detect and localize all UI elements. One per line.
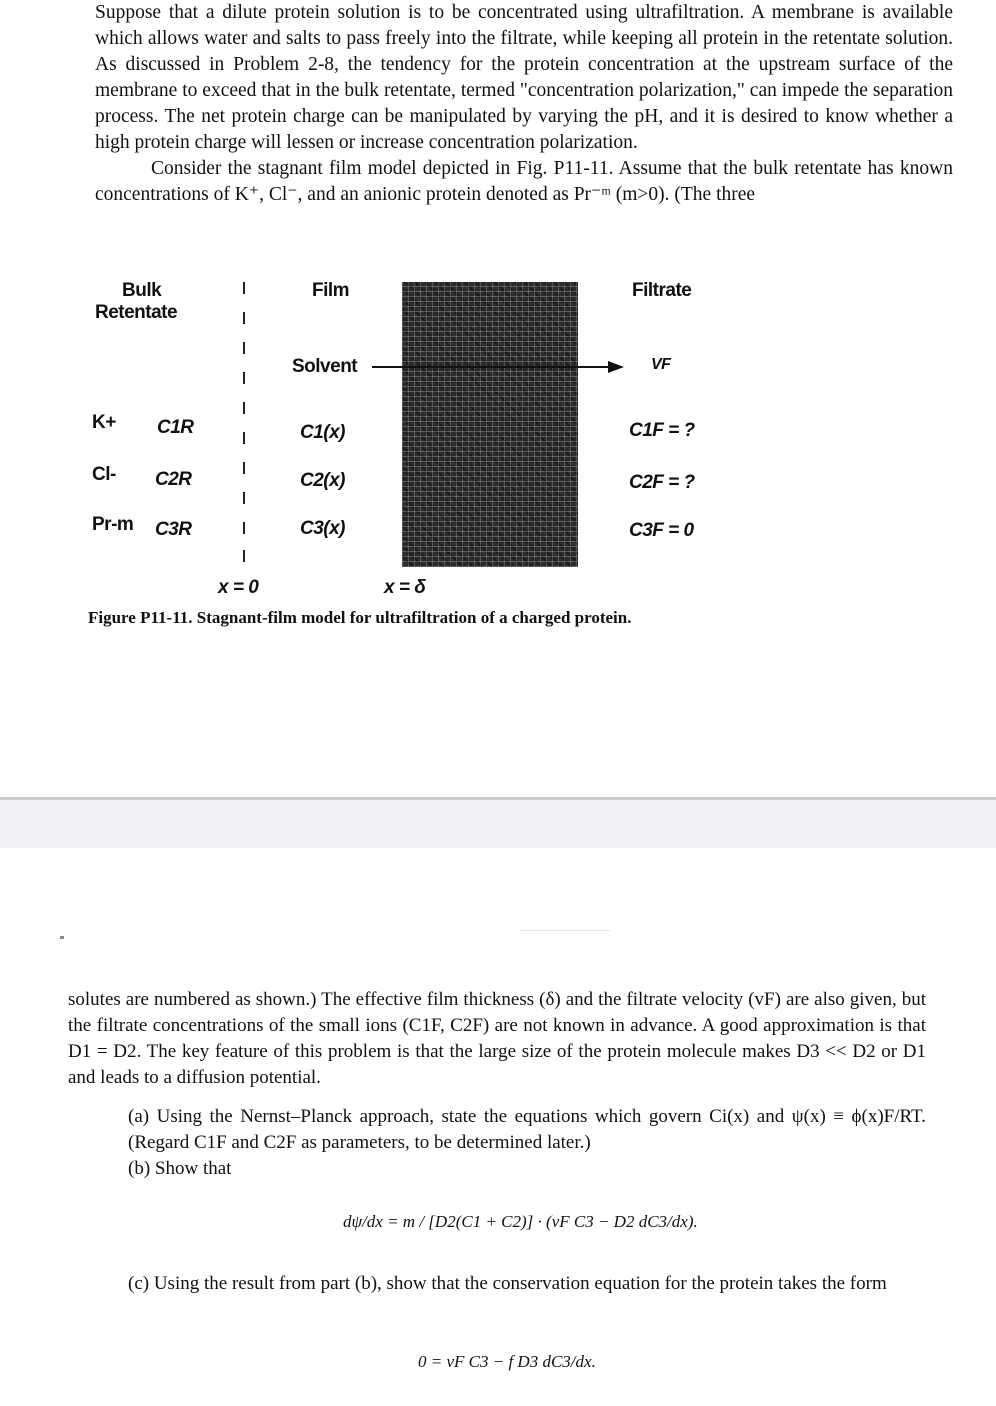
ion-potassium: K+ [92, 412, 116, 433]
problem-intro [95, 0, 953, 208]
bulk-conc-2: C2R [155, 469, 192, 490]
part-a: (a) Using the Nernst–Planck approach, state the equations which govern Ci(x) and ψ(x) ≡ ϕ(x)F/RT. (Regard C1F and C2F as parameters, to be determined later.) [128, 1106, 926, 1153]
equation-dpsi-dx: dψ/dx = m / [D2(C1 + C2)] · (vF C3 − D2 dC3/dx). [343, 1212, 698, 1231]
filtrate-conc-1: C1F = ? [629, 420, 695, 441]
figure-p11-11 [0, 270, 996, 650]
page-divider [0, 797, 996, 848]
bulk-conc-1: C1R [157, 417, 194, 438]
film-conc-3: C3(x) [300, 518, 346, 539]
part-b: (b) Show that [128, 1158, 232, 1179]
filtrate-conc-3: C3F = 0 [629, 520, 694, 541]
film-model-paragraph: Consider the stagnant film model depicted in Fig. P11-11. Assume that the bulk retentate has known concentrations of K⁺, Cl⁻, and an anionic protein denoted as Pr⁻ᵐ (m>0). (The three [95, 158, 953, 205]
solvent-label: Solvent [292, 356, 358, 377]
figure-caption: Figure P11-11. Stagnant-film model for ultrafiltration of a charged protein. [88, 608, 632, 627]
ion-protein: Pr-m [92, 514, 134, 535]
intro-paragraph: Suppose that a dilute protein solution is to be concentrated using ultrafiltration. A membrane is available which allows water and salts to pass freely into the filtrate, while keeping all protein in the retentate solution. As discussed in Problem 2-8, the tendency for the protein concentration at the upstream surface of the membrane to exceed that in the bulk retentate, termed "concentration polarization," can impede the separation process. The net protein charge can be manipulated by varying the pH, and it is desired to know whether a high protein charge will lessen or increase concentration polarization. [95, 2, 953, 153]
solvent-flow-arrow [0, 270, 996, 650]
x-delta-label: x = δ [384, 577, 426, 598]
filtrate-label: Filtrate [632, 280, 692, 301]
filtrate-conc-2: C2F = ? [629, 472, 695, 493]
film-conc-1: C1(x) [300, 422, 346, 443]
film-label: Film [312, 280, 350, 301]
film-conc-2: C2(x) [300, 470, 346, 491]
continuation-paragraph: solutes are numbered as shown.) The effective film thickness (δ) and the filtrate velocity (vF) are also given, but the filtrate concentrations of the small ions (C1F, C2F) are not known in advance. A good approximation is that D1 = D2. The key feature of this problem is that the large size of the protein molecule makes D3 << D2 or D1 and leads to a diffusion potential. [68, 989, 926, 1088]
scan-mark [60, 936, 64, 939]
ion-chloride: Cl- [92, 464, 116, 485]
x-zero-label: x = 0 [218, 577, 259, 598]
part-c: (c) Using the result from part (b), show that the conservation equation for the protein takes the form [128, 1273, 887, 1294]
bulk-label: Bulk [122, 280, 162, 301]
filtrate-velocity-label: VF [651, 356, 671, 373]
retentate-label: Retentate [95, 302, 178, 323]
problem-continued [68, 987, 926, 1091]
equation-protein-conservation: 0 = vF C3 − f D3 dC3/dx. [418, 1352, 596, 1371]
scan-line [520, 930, 610, 931]
bulk-conc-3: C3R [155, 519, 192, 540]
